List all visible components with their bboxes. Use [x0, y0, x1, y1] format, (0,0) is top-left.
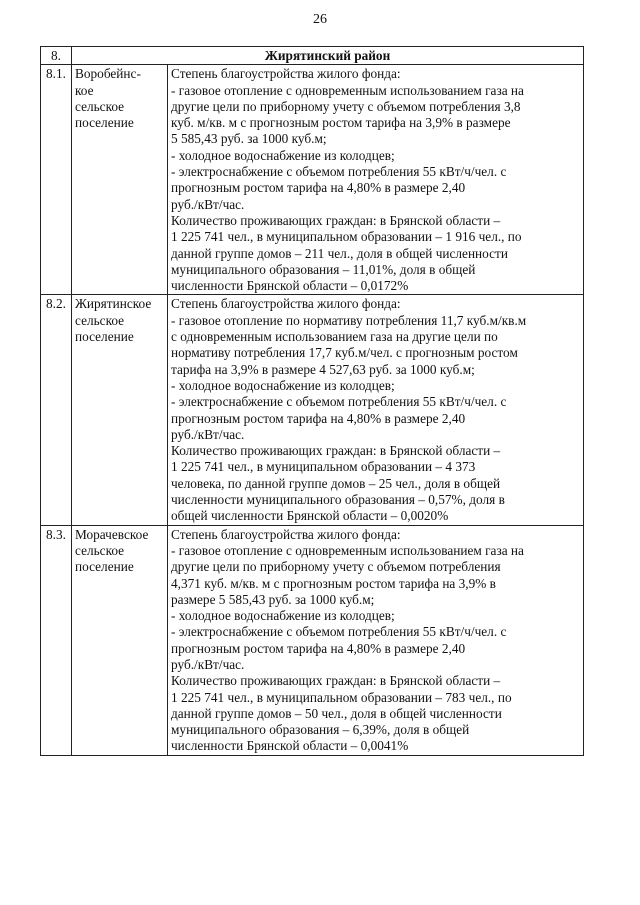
- settlement-name: [72, 525, 168, 755]
- settlement-name-line: Морачевское: [75, 526, 149, 542]
- settlement-name: [72, 65, 168, 295]
- description-line: 4,371 куб. м/кв. м с прогнозным ростом тарифа на 3,9% в: [171, 575, 496, 591]
- table-row: [41, 525, 584, 755]
- settlement-name-line: поселение: [75, 115, 134, 131]
- description-line: прогнозным ростом тарифа на 4,80% в размере 2,40: [171, 410, 466, 426]
- table-row: [41, 295, 584, 525]
- description-line: Количество проживающих граждан: в Брянской области –: [171, 212, 501, 228]
- description-line: муниципального образования – 6,39%, доля в общей: [171, 722, 470, 738]
- description-line: численности Брянской области – 0,0041%: [171, 738, 409, 754]
- settlement-name-line: поселение: [75, 329, 134, 345]
- description-line: нормативу потребления 17,7 куб.м/чел. с прогнозным ростом: [171, 345, 518, 361]
- description-line: Степень благоустройства жилого фонда:: [171, 66, 401, 82]
- description-line: - газовое отопление с одновременным использованием газа на: [171, 82, 524, 98]
- settlement-name-line: кое: [75, 82, 94, 98]
- settlement-description: [168, 295, 584, 525]
- page-number: 26: [313, 12, 327, 27]
- description-line: общей численности Брянской области – 0,0020%: [171, 508, 449, 524]
- description-line: - электроснабжение с объемом потребления 55 кВт/ч/чел. с: [171, 164, 507, 180]
- table-row: [41, 65, 584, 295]
- description-line: человека, по данной группе домов – 25 чел., доля в общей: [171, 475, 501, 491]
- description-line: руб./кВт/час.: [171, 426, 245, 442]
- description-line: 1 225 741 чел., в муниципальном образовании – 783 чел., по: [171, 689, 512, 705]
- description-line: размере 5 585,43 руб. за 1000 куб.м;: [171, 591, 375, 607]
- description-line: - электроснабжение с объемом потребления 55 кВт/ч/чел. с: [171, 624, 507, 640]
- settlement-name-line: сельское: [75, 312, 125, 328]
- settlement-name-line: Жирятинское: [75, 296, 152, 312]
- section-title: Жирятинский район: [72, 47, 584, 65]
- description-line: Количество проживающих граждан: в Брянской области –: [171, 673, 501, 689]
- description-line: куб. м/кв. м с прогнозным ростом тарифа на 3,9% в размере: [171, 115, 511, 131]
- description-line: численности муниципального образования – 0,57%, доля в: [171, 492, 505, 508]
- description-line: - газовое отопление с одновременным использованием газа на: [171, 542, 524, 558]
- settlement-name: [72, 295, 168, 525]
- settlement-name-line: поселение: [75, 559, 134, 575]
- description-line: данной группе домов – 50 чел., доля в общей численности: [171, 705, 502, 721]
- description-line: другие цели по приборному учету с объемом потребления 3,8: [171, 98, 521, 114]
- description-line: 1 225 741 чел., в муниципальном образовании – 4 373: [171, 459, 476, 475]
- description-line: - электроснабжение с объемом потребления 55 кВт/ч/чел. с: [171, 394, 507, 410]
- description-line: - холодное водоснабжение из колодцев;: [171, 377, 395, 393]
- description-line: руб./кВт/час.: [171, 656, 245, 672]
- description-line: 5 585,43 руб. за 1000 куб.м;: [171, 131, 327, 147]
- description-line: прогнозным ростом тарифа на 4,80% в размере 2,40: [171, 640, 466, 656]
- settlement-description: [168, 525, 584, 755]
- description-line: - газовое отопление по нормативу потребления 11,7 куб.м/кв.м: [171, 312, 527, 328]
- description-line: Степень благоустройства жилого фонда:: [171, 526, 401, 542]
- row-number: 8.3.: [41, 525, 72, 755]
- description-line: Количество проживающих граждан: в Брянской области –: [171, 443, 501, 459]
- row-number: 8.2.: [41, 295, 72, 525]
- description-line: 1 225 741 чел., в муниципальном образовании – 1 916 чел., по: [171, 229, 522, 245]
- settlement-name-line: сельское: [75, 542, 125, 558]
- description-line: с одновременным использованием газа на другие цели по: [171, 329, 498, 345]
- description-line: муниципального образования – 11,01%, доля в общей: [171, 261, 476, 277]
- settlement-name-line: Воробейнс-: [75, 66, 141, 82]
- settlement-description: [168, 65, 584, 295]
- description-line: Степень благоустройства жилого фонда:: [171, 296, 401, 312]
- row-number: 8.1.: [41, 65, 72, 295]
- description-line: - холодное водоснабжение из колодцев;: [171, 147, 395, 163]
- description-line: другие цели по приборному учету с объемом потребления: [171, 559, 501, 575]
- municipal-table: [40, 46, 584, 756]
- description-line: тарифа на 3,9% в размере 4 527,63 руб. за 1000 куб.м;: [171, 361, 475, 377]
- settlement-name-line: сельское: [75, 98, 125, 114]
- description-line: прогнозным ростом тарифа на 4,80% в размере 2,40: [171, 180, 466, 196]
- section-number: 8.: [41, 47, 72, 65]
- description-line: - холодное водоснабжение из колодцев;: [171, 608, 395, 624]
- description-line: численности Брянской области – 0,0172%: [171, 278, 409, 294]
- description-line: руб./кВт/час.: [171, 196, 245, 212]
- description-line: данной группе домов – 211 чел., доля в общей численности: [171, 245, 508, 261]
- section-header-row: [41, 47, 584, 65]
